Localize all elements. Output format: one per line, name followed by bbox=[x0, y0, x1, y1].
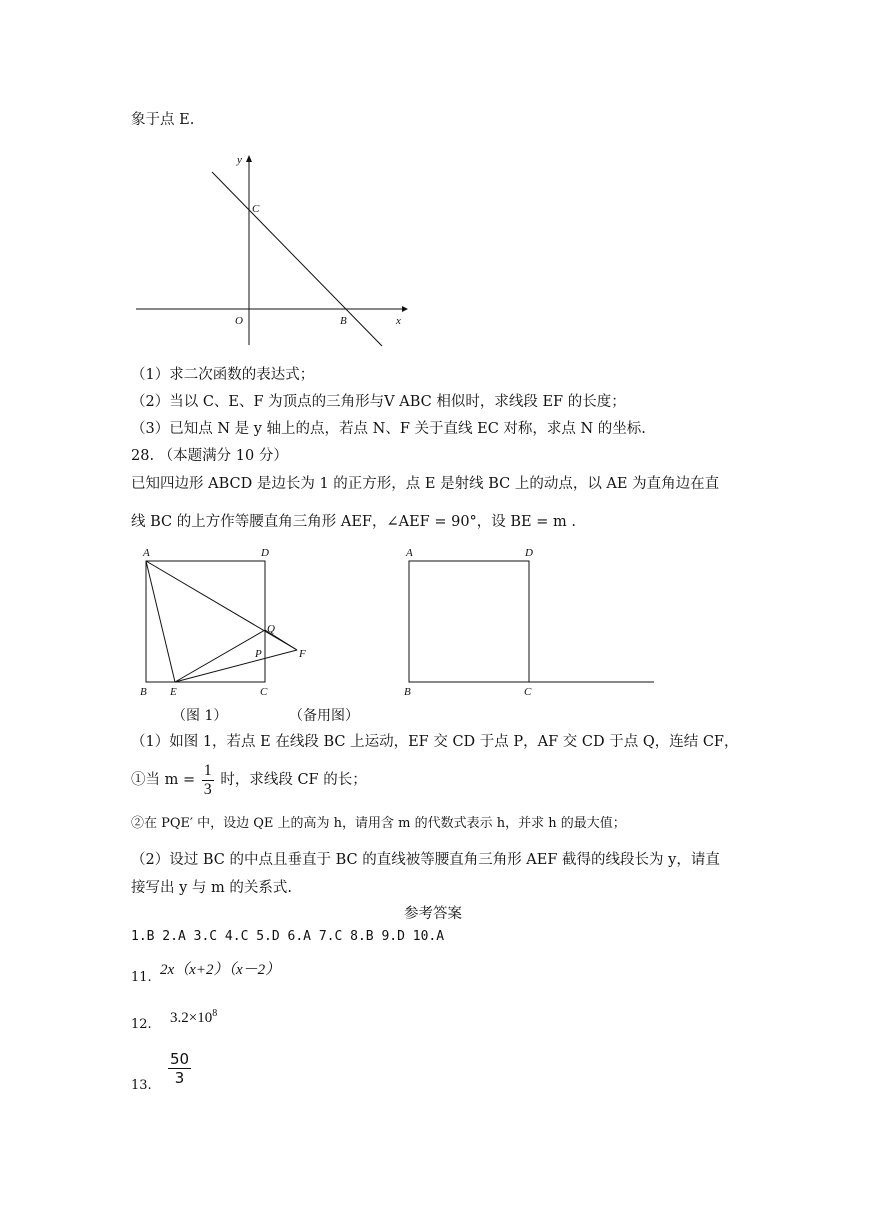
label-b: B bbox=[340, 315, 347, 327]
q28-intro-1: 已知四边形 ABCD 是边长为 1 的正方形，点 E 是射线 BC 上的动点，以 AE 为直角边在直 bbox=[131, 476, 720, 492]
square-abcd-backup bbox=[409, 561, 529, 682]
seg-ef bbox=[175, 650, 297, 682]
seg-af bbox=[146, 561, 297, 650]
answer-13 bbox=[166, 1050, 193, 1087]
q28-part-1-ii: ②在 PQE′ 中，设边 QE 上的高为 h，请用含 m 的代数式表示 h，并求 h 的最大值； bbox=[131, 816, 626, 831]
answers-title: 参考答案 bbox=[404, 906, 462, 922]
caption-figure-1: （图 1） bbox=[172, 708, 228, 724]
label-c: C bbox=[260, 686, 268, 698]
label-b: B bbox=[404, 686, 411, 698]
label-y: y bbox=[237, 154, 242, 166]
label-d: D bbox=[525, 547, 533, 559]
fraction-numerator: 1 bbox=[203, 761, 212, 779]
fraction-denominator: 3 bbox=[203, 780, 212, 798]
part-1-i-before: ①当 m = bbox=[131, 772, 196, 788]
label-p: P bbox=[255, 648, 262, 660]
label-o: O bbox=[235, 315, 243, 327]
answer-11-number: 11. bbox=[131, 970, 152, 985]
q27-part-2: （2）当以 C、E、F 为顶点的三角形与V ABC 相似时，求线段 EF 的长度； bbox=[131, 394, 626, 410]
label-f: F bbox=[299, 648, 306, 660]
label-a: A bbox=[406, 547, 413, 559]
answer-13-numerator: 50 bbox=[170, 1050, 190, 1068]
q28-figure-1 bbox=[132, 540, 322, 700]
answer-12-number: 12. bbox=[131, 1017, 152, 1032]
q27-part-3: （3）已知点 N 是 y 轴上的点，若点 N、F 关于直线 EC 对称，求点 N 的坐标. bbox=[131, 421, 646, 437]
q27-figure bbox=[130, 150, 420, 350]
answer-13-denominator: 3 bbox=[174, 1069, 185, 1087]
q28-part-1: （1）如图 1，若点 E 在线段 BC 上运动，EF 交 CD 于点 P，AF 交 CD 于点 Q，连结 CF， bbox=[131, 734, 739, 750]
answer-12-exp: 8 bbox=[212, 1008, 218, 1019]
caption-figure-2: （备用图） bbox=[289, 708, 359, 724]
q27-part-1: （1）求二次函数的表达式； bbox=[131, 367, 315, 383]
q28-part-2-line-2: 接写出 y 与 m 的关系式. bbox=[131, 880, 292, 896]
x-axis-arrow bbox=[402, 306, 408, 312]
label-q: Q bbox=[267, 623, 275, 635]
q28-header: 28. （本题满分 10 分） bbox=[131, 448, 288, 464]
answer-13-fraction bbox=[168, 1050, 191, 1087]
q28-figure-2 bbox=[400, 540, 660, 700]
label-c: C bbox=[524, 686, 532, 698]
label-e: E bbox=[170, 686, 177, 698]
label-a: A bbox=[143, 547, 150, 559]
q28-part-2-line-1: （2）设过 BC 的中点且垂直于 BC 的直线被等腰直角三角形 AEF 截得的线段长为 y，请直 bbox=[131, 852, 720, 868]
label-b: B bbox=[140, 686, 147, 698]
answer-13-number: 13. bbox=[131, 1078, 152, 1093]
q28-part-1-i bbox=[131, 760, 367, 800]
label-c: C bbox=[252, 203, 260, 215]
answer-11: 2x（x+2）（x－2） bbox=[160, 962, 281, 978]
q28-intro-2: 线 BC 的上方作等腰直角三角形 AEF，∠AEF = 90°，设 BE = m . bbox=[131, 514, 576, 530]
fraction-one-third bbox=[202, 762, 214, 799]
label-d: D bbox=[261, 547, 269, 559]
part-1-i-after: 时，求线段 CF 的长； bbox=[220, 772, 367, 788]
top-line: 象于点 E. bbox=[131, 112, 195, 128]
seg-ae bbox=[146, 561, 175, 682]
seg-eq bbox=[175, 630, 265, 682]
answers-mc: 1.B 2.A 3.C 4.C 5.D 6.A 7.C 8.B 9.D 10.A bbox=[131, 929, 445, 944]
y-axis-arrow bbox=[246, 155, 252, 162]
answer-12 bbox=[170, 1008, 217, 1027]
answer-12-base: 3.2×10 bbox=[170, 1010, 213, 1026]
label-x: x bbox=[396, 315, 401, 327]
